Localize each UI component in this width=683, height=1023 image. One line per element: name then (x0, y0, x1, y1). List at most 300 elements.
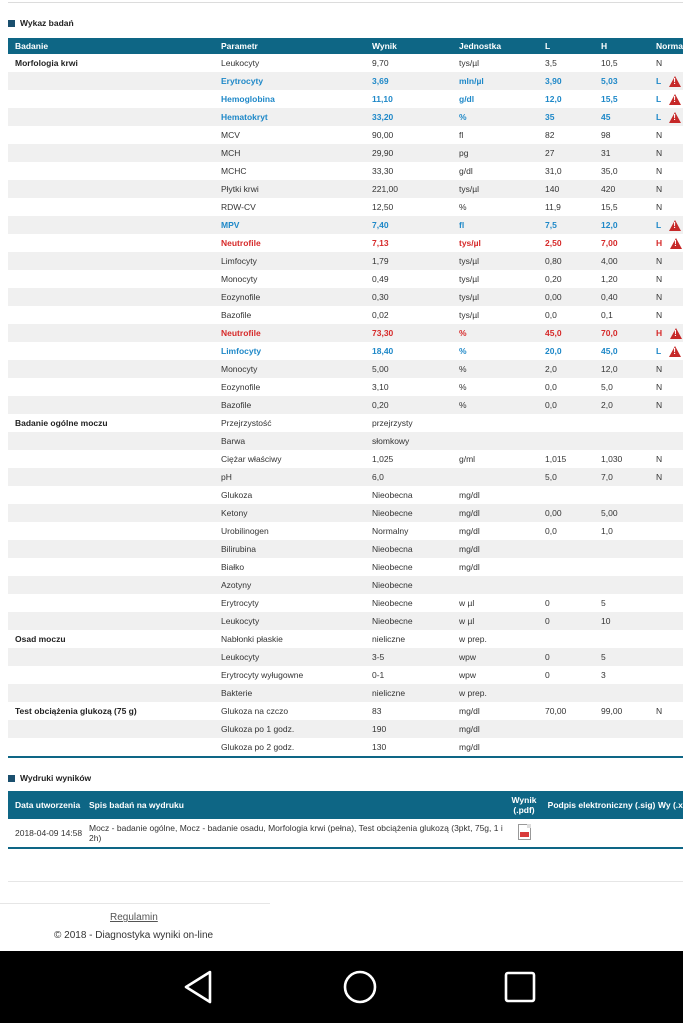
warning-icon (670, 238, 682, 249)
cell-l-text: 0,00 (545, 292, 562, 302)
cell-l (538, 166, 594, 176)
cell-parametr-text: Leukocyty (221, 58, 260, 68)
cell-norma (650, 364, 683, 374)
table-row (8, 738, 683, 756)
cell-l-text: 0,00 (545, 508, 562, 518)
warning-icon (669, 346, 681, 357)
cell-h (594, 472, 650, 482)
cell-h-text: 420 (601, 184, 616, 194)
cell-jednostka-text: w µl (459, 616, 475, 626)
cell-wynik-text: 5,00 (372, 364, 389, 374)
cell-jednostka (452, 130, 538, 140)
cell-wynik-text: Nieobecna (372, 544, 413, 554)
cell-parametr (214, 706, 365, 716)
table-row (8, 576, 683, 594)
top-divider (8, 0, 683, 3)
cell-norma (650, 400, 683, 410)
table-row (8, 702, 683, 720)
cell-wynik (365, 112, 452, 122)
cell-parametr (214, 130, 365, 140)
cell-parametr-text: Barwa (221, 436, 246, 446)
cell-jednostka-text: mln/µl (459, 76, 484, 86)
cell-wynik (365, 58, 452, 68)
cell-wynik (365, 652, 452, 662)
table-row (8, 450, 683, 468)
cell-jednostka (452, 364, 538, 374)
cell-parametr-text: MCHC (221, 166, 247, 176)
cell-parametr (214, 652, 365, 662)
cell-jednostka (452, 454, 538, 464)
cell-h-text: 1,030 (601, 454, 623, 464)
cell-h (594, 598, 650, 608)
pdf-file-icon[interactable] (518, 824, 531, 840)
cell-jednostka (452, 706, 538, 716)
table-row (8, 198, 683, 216)
cell-wynik (365, 634, 452, 644)
cell-wynik-text: Nieobecne (372, 508, 413, 518)
cell-parametr (214, 364, 365, 374)
cell-h-text: 2,0 (601, 400, 613, 410)
cell-parametr-text: Bakterie (221, 688, 253, 698)
col-header-norma[interactable]: Norma (656, 41, 683, 51)
cell-wynik-text: 221,00 (372, 184, 398, 194)
warning-icon (670, 328, 682, 339)
cell-l-text: 0,0 (545, 310, 557, 320)
cell-wynik (365, 688, 452, 698)
cell-parametr-text: Płytki krwi (221, 184, 259, 194)
cell-norma-text: N (656, 274, 663, 284)
cell-parametr-text: pH (221, 472, 232, 482)
cell-wynik (365, 94, 452, 104)
cell-wynik-text: 0,49 (372, 274, 389, 284)
recent-apps-icon[interactable] (500, 969, 540, 1005)
cell-jednostka-text: fl (459, 220, 465, 230)
cell-parametr (214, 724, 365, 734)
cell-jednostka-text: w µl (459, 598, 475, 608)
cell-l-text: 0 (545, 598, 550, 608)
cell-parametr (214, 166, 365, 176)
cell-norma-text: H (656, 328, 663, 338)
table-row (8, 630, 683, 648)
cell-jednostka-text: tys/µl (459, 274, 480, 284)
table-row (8, 90, 683, 108)
cell-parametr (214, 472, 365, 482)
cell-h-text: 15,5 (601, 94, 618, 104)
cell-parametr-text: Monocyty (221, 274, 258, 284)
cell-l (538, 706, 594, 716)
cell-h-text: 12,0 (601, 364, 618, 374)
col-header-parametr[interactable]: Parametr (221, 41, 258, 51)
cell-wynik (365, 598, 452, 608)
cell-l (538, 76, 594, 86)
cell-h-text: 3 (601, 670, 606, 680)
cell-norma-text: L (656, 346, 662, 356)
cell-l-text: 0,20 (545, 274, 562, 284)
cell-norma-text: N (656, 202, 663, 212)
cell-jednostka (452, 274, 538, 284)
cell-l (538, 238, 594, 248)
cell-jednostka-text: wpw (459, 652, 477, 662)
cell-parametr-text: MCH (221, 148, 241, 158)
cell-norma-text: N (656, 454, 663, 464)
cell-h (594, 292, 650, 302)
cell-jednostka-text: % (459, 112, 467, 122)
cell-wynik (365, 526, 452, 536)
cell-parametr (214, 670, 365, 680)
cell-jednostka (452, 148, 538, 158)
cell-wynik-text: 0,20 (372, 400, 389, 410)
cell-l (538, 364, 594, 374)
cell-l (538, 526, 594, 536)
cell-wynik-text: słomkowy (372, 436, 410, 446)
cell-norma (650, 202, 683, 212)
cell-badanie-text: Test obciążenia glukozą (75 g) (15, 706, 137, 716)
cell-h (594, 94, 650, 104)
cell-wynik (365, 580, 452, 590)
cell-norma (650, 184, 683, 194)
cell-h (594, 58, 650, 68)
table-row (8, 612, 683, 630)
cell-jednostka-text: wpw (459, 670, 477, 680)
home-icon[interactable] (340, 969, 380, 1005)
cell-jednostka-text: mg/dl (459, 508, 480, 518)
cell-norma (650, 94, 683, 105)
cell-l (538, 508, 594, 518)
cell-jednostka-text: mg/dl (459, 490, 480, 500)
table-bottom-border (8, 847, 683, 849)
cell-wynik-text: 33,20 (372, 112, 394, 122)
table-bottom-border (8, 756, 683, 758)
cell-parametr-text: Leukocyty (221, 616, 260, 626)
cell-l-text: 7,5 (545, 220, 557, 230)
cell-norma (650, 76, 683, 87)
cell-parametr (214, 112, 365, 122)
cell-jednostka-text: g/dl (459, 94, 475, 104)
cell-jednostka (452, 328, 538, 338)
cell-l (538, 274, 594, 284)
copyright-text: © 2018 - Diagnostyka wyniki on-line (54, 930, 214, 941)
cell-l-text: 1,015 (545, 454, 567, 464)
cell-h (594, 184, 650, 194)
cell-parametr (214, 310, 365, 320)
cell-norma (650, 238, 683, 249)
col-header-h[interactable]: H (601, 41, 608, 51)
cell-h (594, 706, 650, 716)
cell-norma-text: L (656, 76, 662, 86)
cell-l (538, 112, 594, 122)
printout-row (8, 819, 683, 847)
back-icon[interactable] (178, 969, 218, 1005)
cell-parametr-text: Leukocyty (221, 652, 260, 662)
cell-norma (650, 310, 683, 320)
cell-l-text: 11,9 (545, 202, 561, 212)
cell-l-text: 0,0 (545, 382, 557, 392)
cell-norma (650, 472, 683, 482)
cell-jednostka (452, 76, 538, 86)
cell-parametr (214, 238, 365, 248)
cell-wynik-text: Nieobecne (372, 598, 413, 608)
cell-jednostka (452, 310, 538, 320)
cell-parametr-text: Erytrocyty (221, 76, 264, 86)
cell-l (538, 202, 594, 212)
table-row (8, 234, 683, 252)
table-row (8, 360, 683, 378)
cell-l-text: 3,90 (545, 76, 562, 86)
cell-wynik (365, 544, 452, 554)
cell-parametr-text: Ketony (221, 508, 248, 518)
section-square-icon (8, 775, 15, 782)
cell-jednostka-text: tys/µl (459, 256, 480, 266)
cell-l (538, 184, 594, 194)
cell-wynik (365, 418, 452, 428)
cell-parametr-text: RDW-CV (221, 202, 256, 212)
cell-parametr-text: Białko (221, 562, 245, 572)
table-row (8, 396, 683, 414)
cell-parametr-text: Eozynofile (221, 382, 261, 392)
cell-l-text: 5,0 (545, 472, 557, 482)
cell-norma-text: L (656, 112, 662, 122)
cell-l-text: 0 (545, 616, 550, 626)
cell-wynik-text: Normalny (372, 526, 409, 536)
col-header-jednostka[interactable]: Jednostka (459, 41, 502, 51)
cell-l (538, 346, 594, 356)
table-row (8, 162, 683, 180)
table-row (8, 324, 683, 342)
cell-wynik (365, 400, 452, 410)
cell-l (538, 616, 594, 626)
cell-h (594, 616, 650, 626)
cell-l-text: 45,0 (545, 328, 562, 338)
cell-h (594, 400, 650, 410)
cell-wynik (365, 220, 452, 230)
cell-wynik-text: 83 (372, 706, 382, 716)
cell-parametr-text: MCV (221, 130, 240, 140)
cell-wynik-text: 9,70 (372, 58, 389, 68)
cell-wynik (365, 472, 452, 482)
printout-pdf-cell (503, 824, 545, 842)
printout-list: Mocz - badanie ogólne, Mocz - badanie osadu, Morfologia krwi (pełna), Test obciążenia glukozą (3pkt, 75g, 1 i 2h) (89, 823, 503, 843)
cell-l-text: 0,80 (545, 256, 562, 266)
cell-parametr (214, 454, 365, 464)
cell-h (594, 328, 650, 338)
cell-h-text: 98 (601, 130, 611, 140)
cell-parametr-text: Bazofile (221, 310, 252, 320)
cell-wynik (365, 166, 452, 176)
cell-h (594, 220, 650, 230)
cell-parametr (214, 616, 365, 626)
table-row (8, 216, 683, 234)
cell-wynik (365, 76, 452, 86)
cell-wynik-text: 29,90 (372, 148, 394, 158)
cell-norma-text: N (656, 58, 663, 68)
cell-parametr (214, 418, 365, 428)
cell-wynik-text: 18,40 (372, 346, 394, 356)
cell-parametr (214, 688, 365, 698)
cell-norma-text: L (656, 220, 662, 230)
cell-l (538, 670, 594, 680)
cell-jednostka-text: g/ml (459, 454, 476, 464)
cell-parametr (214, 544, 365, 554)
cell-wynik-text: Nieobecna (372, 490, 413, 500)
cell-h (594, 256, 650, 266)
cell-parametr (214, 634, 365, 644)
cell-jednostka-text: w prep. (459, 634, 487, 644)
warning-icon (669, 220, 681, 231)
cell-l-text: 0 (545, 652, 550, 662)
cell-norma-text: N (656, 184, 663, 194)
printouts-section-title: Wydruki wyników (8, 771, 91, 785)
cell-parametr (214, 256, 365, 266)
cell-jednostka (452, 526, 538, 536)
col-header-badanie[interactable]: Badanie (15, 41, 49, 51)
cell-h (594, 166, 650, 176)
table-row (8, 432, 683, 450)
col-header-list: Spis badań na wydruku (89, 800, 184, 810)
cell-wynik-text: 12,50 (372, 202, 394, 212)
table-row (8, 306, 683, 324)
cell-parametr (214, 490, 365, 500)
cell-wynik (365, 706, 452, 716)
cell-parametr-text: Eozynofile (221, 292, 261, 302)
printouts-table-header (8, 791, 683, 819)
cell-parametr-text: Bazofile (221, 400, 252, 410)
cell-l (538, 58, 594, 68)
cell-jednostka (452, 202, 538, 212)
cell-norma-text: L (656, 94, 662, 104)
cell-l-text: 3,5 (545, 58, 557, 68)
cell-parametr (214, 94, 365, 104)
cell-norma (650, 382, 683, 392)
cell-parametr-text: Erytrocyty wyługowne (221, 670, 304, 680)
warning-icon (669, 112, 681, 123)
cell-h-text: 0,1 (601, 310, 613, 320)
cell-wynik (365, 310, 452, 320)
cell-norma-text: N (656, 472, 663, 482)
cell-wynik-text: 11,10 (372, 94, 393, 104)
cell-h-text: 4,00 (601, 256, 618, 266)
cell-h (594, 670, 650, 680)
cell-jednostka-text: mg/dl (459, 706, 480, 716)
cell-wynik-text: Nieobecne (372, 562, 413, 572)
cell-h (594, 130, 650, 140)
cell-wynik-text: przejrzysty (372, 418, 413, 428)
cell-h-text: 5,00 (601, 508, 618, 518)
cell-parametr-text: Limfocyty (221, 256, 257, 266)
cell-h-text: 0,40 (601, 292, 618, 302)
results-table (8, 38, 683, 758)
cell-h-text: 45,0 (601, 346, 618, 356)
col-header-l[interactable]: L (545, 41, 551, 51)
cell-wynik (365, 256, 452, 266)
regulamin-link[interactable]: Regulamin (110, 912, 158, 923)
col-header-wynik[interactable]: Wynik (372, 41, 397, 51)
cell-h-text: 5,03 (601, 76, 618, 86)
cell-norma (650, 706, 683, 716)
cell-h-text: 35,0 (601, 166, 618, 176)
cell-parametr (214, 598, 365, 608)
cell-jednostka (452, 184, 538, 194)
cell-h (594, 382, 650, 392)
cell-jednostka-text: w prep. (459, 688, 487, 698)
cell-norma (650, 130, 683, 140)
cell-wynik (365, 238, 452, 248)
cell-jednostka-text: % (459, 346, 467, 356)
cell-l-text: 12,0 (545, 94, 562, 104)
cell-h-text: 31 (601, 148, 611, 158)
cell-jednostka-text: % (459, 364, 467, 374)
table-row (8, 288, 683, 306)
cell-norma-text: N (656, 400, 663, 410)
cell-parametr-text: Glukoza po 1 godz. (221, 724, 295, 734)
cell-jednostka-text: % (459, 202, 467, 212)
cell-h (594, 274, 650, 284)
cell-jednostka-text: g/dl (459, 166, 473, 176)
cell-badanie (8, 418, 214, 428)
cell-wynik (365, 436, 452, 446)
cell-wynik (365, 292, 452, 302)
cell-h (594, 202, 650, 212)
cell-parametr-text: Glukoza po 2 godz. (221, 742, 295, 752)
cell-wynik-text: 3,69 (372, 76, 389, 86)
cell-jednostka (452, 238, 538, 248)
table-row (8, 486, 683, 504)
cell-parametr-text: MPV (221, 220, 240, 230)
cell-wynik-text: 190 (372, 724, 387, 734)
cell-wynik-text: 6,0 (372, 472, 384, 482)
cell-badanie-text: Morfologia krwi (15, 58, 78, 68)
cell-l (538, 148, 594, 158)
section-square-icon (8, 20, 15, 27)
printouts-table (8, 791, 683, 849)
cell-h (594, 652, 650, 662)
table-row (8, 342, 683, 360)
cell-jednostka (452, 166, 538, 176)
cell-h-text: 5 (601, 598, 606, 608)
cell-jednostka (452, 634, 538, 644)
cell-h-text: 15,5 (601, 202, 618, 212)
cell-jednostka (452, 724, 538, 734)
cell-l (538, 472, 594, 482)
cell-wynik-text: Nieobecne (372, 580, 413, 590)
cell-parametr (214, 292, 365, 302)
cell-parametr (214, 346, 365, 356)
cell-parametr (214, 580, 365, 590)
cell-norma-text: N (656, 292, 663, 302)
cell-parametr-text: Nabłonki płaskie (221, 634, 283, 644)
cell-norma-text: N (656, 310, 663, 320)
cell-l-text: 0,0 (545, 400, 557, 410)
cell-norma (650, 58, 683, 68)
table-row (8, 270, 683, 288)
cell-wynik-text: 130 (372, 742, 387, 752)
cell-parametr-text: Glukoza (221, 490, 253, 500)
cell-l (538, 130, 594, 140)
table-row (8, 468, 683, 486)
cell-parametr-text: Neutrofile (221, 238, 261, 248)
cell-l (538, 598, 594, 608)
col-header-pdf: Wynik (.pdf) (511, 795, 537, 815)
cell-badanie (8, 706, 214, 716)
cell-l (538, 310, 594, 320)
cell-jednostka (452, 112, 538, 122)
cell-l (538, 256, 594, 266)
cell-wynik (365, 130, 452, 140)
cell-parametr (214, 58, 365, 68)
cell-parametr-text: Hematokryt (221, 112, 268, 122)
cell-wynik (365, 328, 452, 338)
cell-wynik (365, 508, 452, 518)
cell-badanie (8, 58, 214, 68)
